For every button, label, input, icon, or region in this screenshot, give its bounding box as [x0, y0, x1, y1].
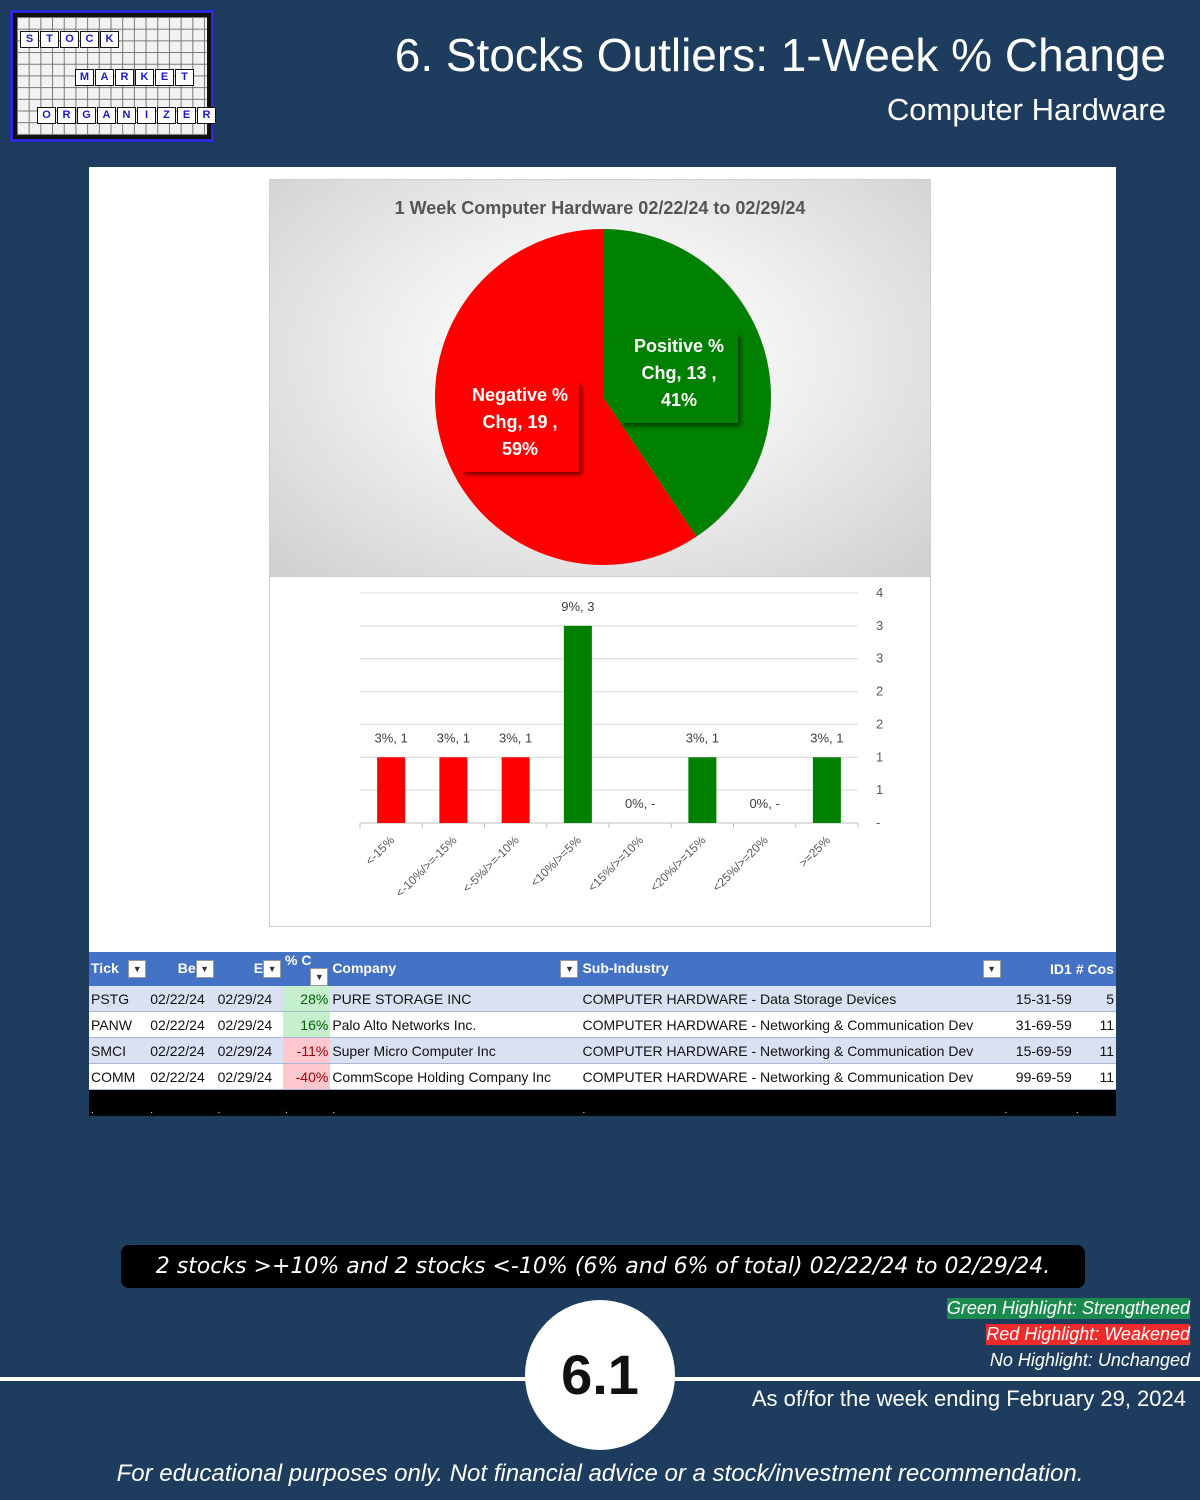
table-cell-end: 02/29/24 — [216, 1064, 283, 1090]
table-row — [89, 986, 1116, 1012]
col-header-label: Company — [332, 960, 397, 976]
footer-cell: . — [283, 1090, 330, 1117]
legend-red-highlight: Red Highlight: Weakened — [986, 1324, 1190, 1344]
y-tick-label: 1 — [876, 749, 884, 765]
bar-data-label: 3%, 1 — [810, 730, 844, 746]
col-header-begin[interactable] — [148, 952, 215, 986]
col-header-id1[interactable] — [1003, 952, 1074, 986]
bar — [688, 757, 716, 823]
table-footer-row — [89, 1090, 1116, 1117]
table-cell-company: CommScope Holding Company Inc — [330, 1064, 580, 1090]
col-header-label: % C — [285, 952, 312, 968]
logo-letter: K — [135, 69, 154, 86]
table-cell-company: Super Micro Computer Inc — [330, 1038, 580, 1064]
bar-data-label: 3%, 1 — [499, 730, 533, 746]
table-body — [89, 986, 1116, 1116]
table-cell-end: 02/29/24 — [216, 986, 283, 1012]
footer-cell: . — [216, 1090, 283, 1117]
col-header-num-cos[interactable] — [1074, 952, 1116, 986]
filter-dropdown-icon[interactable]: ▼ — [560, 960, 578, 978]
table-header-row — [89, 952, 1116, 986]
bar — [377, 757, 405, 823]
x-category-label: <10%/>=5% — [527, 833, 584, 890]
disclaimer: For educational purposes only. Not financial advice or a stock/investment recommendation. — [116, 1460, 1084, 1487]
y-tick-label: - — [876, 815, 881, 830]
table-cell-cos: 11 — [1074, 1012, 1116, 1038]
col-header-sub-industry[interactable] — [580, 952, 1002, 986]
logo-letter: A — [97, 107, 116, 124]
col-header-end[interactable] — [216, 952, 283, 986]
col-header-label: Sub-Industry — [582, 960, 669, 976]
table-cell-begin: 02/22/24 — [148, 1064, 215, 1090]
y-tick-label: 1 — [876, 782, 884, 798]
table-cell-company: PURE STORAGE INC — [330, 986, 580, 1012]
logo-letter: N — [117, 107, 136, 124]
table-cell-id1: 31-69-59 — [1003, 1012, 1074, 1038]
logo-letter: S — [20, 31, 39, 48]
page-title: 6. Stocks Outliers: 1-Week % Change — [394, 29, 1166, 81]
bar-chart — [270, 577, 930, 927]
table-cell-cos: 11 — [1074, 1038, 1116, 1064]
x-category-label: <-15% — [362, 833, 398, 868]
table-row — [89, 1064, 1116, 1090]
x-category-label: <-10%/>=-15% — [392, 833, 460, 900]
bar — [439, 757, 467, 823]
table-cell-sub: COMPUTER HARDWARE - Networking & Communication Dev — [580, 1064, 1002, 1090]
footer-cell: . — [1003, 1090, 1074, 1117]
table-cell-ticker: PANW — [89, 1012, 148, 1038]
table-cell-sub: COMPUTER HARDWARE - Networking & Communication Dev — [580, 1012, 1002, 1038]
logo-letter: R — [197, 107, 216, 124]
x-category-label: >=25% — [796, 833, 833, 871]
logo-word-stock — [20, 31, 120, 48]
logo-letter: E — [177, 107, 196, 124]
table-cell-ticker: PSTG — [89, 986, 148, 1012]
logo-letter: Z — [157, 107, 176, 124]
filter-dropdown-icon[interactable]: ▼ — [263, 960, 281, 978]
logo-letter: R — [115, 69, 134, 86]
footer-cell: . — [330, 1090, 580, 1117]
col-header-ticker[interactable] — [89, 952, 148, 986]
col-header-label: Tick — [91, 960, 119, 976]
as-of-date: As of/for the week ending February 29, 2024 — [751, 1386, 1186, 1411]
col-header-label: ID1 — [1050, 961, 1072, 977]
bar-data-label: 3%, 1 — [436, 730, 470, 746]
logo-letter: K — [100, 31, 119, 48]
logo-letter: G — [77, 107, 96, 124]
y-tick-label: 3 — [876, 650, 884, 666]
logo-letter: R — [57, 107, 76, 124]
table-cell-company: Palo Alto Networks Inc. — [330, 1012, 580, 1038]
table-row — [89, 1012, 1116, 1038]
page-number-badge: 6.1 — [525, 1300, 675, 1450]
legend-green-highlight: Green Highlight: Strengthened — [946, 1298, 1190, 1318]
bar — [502, 757, 530, 823]
logo-letter: E — [155, 69, 174, 86]
logo-letter: I — [137, 107, 156, 124]
x-category-label: <-5%/>=-10% — [459, 833, 522, 896]
table-cell-begin: 02/22/24 — [148, 1038, 215, 1064]
x-category-label: <15%/>=10% — [585, 833, 647, 895]
table-cell-ticker: COMM — [89, 1064, 148, 1090]
chart-container — [269, 179, 931, 927]
bar — [564, 626, 592, 823]
logo-letter: T — [175, 69, 194, 86]
table-cell-ticker: SMCI — [89, 1038, 148, 1064]
y-tick-label: 4 — [876, 585, 884, 600]
logo-word-organizer — [37, 107, 217, 124]
pie-chart-area — [270, 180, 930, 577]
table-cell-cos: 11 — [1074, 1064, 1116, 1090]
bar-data-label: 0%, - — [624, 796, 656, 811]
filter-dropdown-icon[interactable]: ▼ — [196, 960, 214, 978]
col-header-pct-change[interactable] — [283, 952, 330, 986]
table-cell-pct: 28% — [283, 986, 330, 1012]
table-cell-id1: 99-69-59 — [1003, 1064, 1074, 1090]
table-cell-pct: -40% — [283, 1064, 330, 1090]
filter-dropdown-icon[interactable]: ▼ — [983, 960, 1001, 978]
legend-no-highlight: No Highlight: Unchanged — [989, 1350, 1190, 1370]
table-cell-id1: 15-69-59 — [1003, 1038, 1074, 1064]
footer-cell: . — [89, 1090, 148, 1117]
bar-data-label: 3%, 1 — [374, 730, 408, 746]
table-cell-sub: COMPUTER HARDWARE - Data Storage Devices — [580, 986, 1002, 1012]
logo-letter: C — [80, 31, 99, 48]
outliers-table — [89, 952, 1116, 1116]
table-cell-end: 02/29/24 — [216, 1038, 283, 1064]
y-tick-label: 2 — [876, 716, 884, 732]
logo-letter: T — [40, 31, 59, 48]
pie-chart-title: 1 Week Computer Hardware 02/22/24 to 02/29/24 — [394, 198, 806, 218]
pie-label-positive: Positive % Chg, 13 , 41% — [620, 333, 738, 423]
logo-word-market — [75, 69, 195, 86]
table-cell-pct: -11% — [283, 1038, 330, 1064]
table-cell-cos: 5 — [1074, 986, 1116, 1012]
logo-letter: M — [75, 69, 94, 86]
filter-dropdown-icon[interactable]: ▼ — [128, 960, 146, 978]
table-cell-begin: 02/22/24 — [148, 986, 215, 1012]
footer-cell: . — [580, 1090, 1002, 1117]
stock-market-organizer-logo — [10, 10, 214, 142]
bar-data-label: 9%, 3 — [561, 598, 595, 614]
table-cell-begin: 02/22/24 — [148, 1012, 215, 1038]
logo-letter: O — [60, 31, 79, 48]
table-row — [89, 1038, 1116, 1064]
bar — [813, 757, 841, 823]
bar-data-label: 0%, - — [749, 796, 780, 811]
footer-cell: . — [1074, 1090, 1116, 1117]
pie-chart — [270, 180, 930, 576]
table-cell-end: 02/29/24 — [216, 1012, 283, 1038]
bar-data-label: 3%, 1 — [685, 730, 719, 746]
logo-letter: O — [37, 107, 56, 124]
logo-letter: A — [95, 69, 114, 86]
table-cell-pct: 16% — [283, 1012, 330, 1038]
filter-dropdown-icon[interactable]: ▼ — [310, 968, 328, 986]
x-category-label: <25%/>=20% — [709, 833, 771, 895]
content-panel — [89, 167, 1116, 1116]
summary-banner: 2 stocks >+10% and 2 stocks <-10% (6% and 6% of total) 02/22/24 to 02/29/24. — [121, 1245, 1085, 1288]
pie-label-negative: Negative % Chg, 19 , 59% — [461, 382, 579, 472]
col-header-company[interactable] — [330, 952, 580, 986]
col-header-label: # Cos — [1075, 961, 1114, 977]
table-cell-sub: COMPUTER HARDWARE - Networking & Communication Dev — [580, 1038, 1002, 1064]
col-header-label: Be — [177, 960, 196, 976]
page-subtitle: Computer Hardware — [886, 92, 1166, 127]
footer-cell: . — [148, 1090, 215, 1117]
x-category-label: <20%/>=15% — [647, 833, 709, 895]
col-header-label: E — [253, 960, 264, 976]
y-tick-label: 2 — [876, 683, 884, 699]
y-tick-label: 3 — [876, 617, 884, 633]
table-cell-id1: 15-31-59 — [1003, 986, 1074, 1012]
